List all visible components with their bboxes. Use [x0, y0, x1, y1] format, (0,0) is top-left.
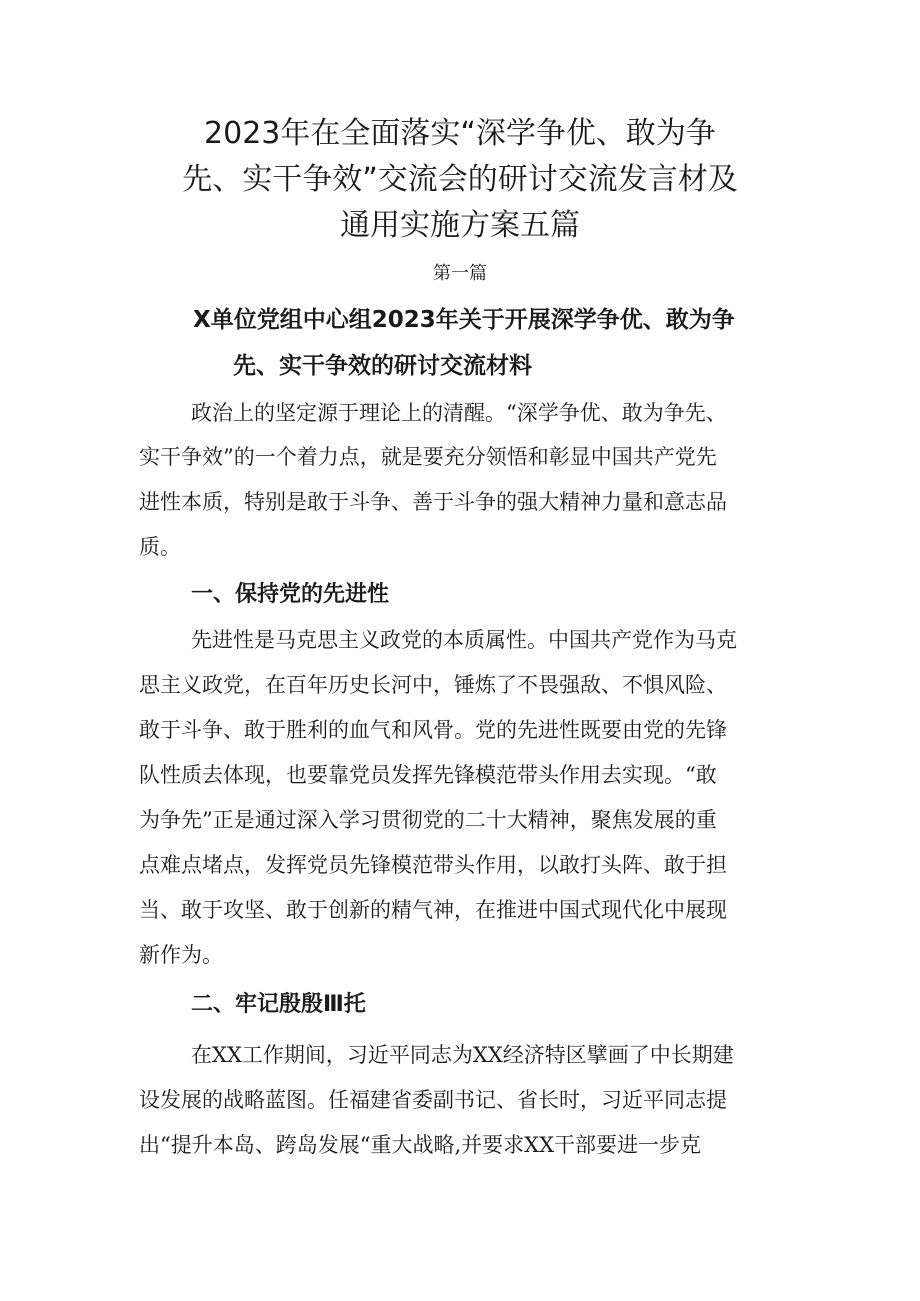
heading-1: 一、保持党的先进性 — [191, 582, 390, 607]
intro-line-2: 实干争效”的一个着力点，就是要充分领悟和彰显中国共产党先 — [139, 445, 717, 469]
intro-line-4: 质。 — [139, 535, 181, 559]
para2-line-3: 出“提升本岛、跨岛发展“重大战略,并要求XX干部要进一步克 — [139, 1133, 702, 1157]
intro-line-1: 政治上的坚定源于理论上的清醒。“深学争优、敢为争先、 — [191, 401, 727, 425]
document-title-line-1: 2023年在全面落实“深学争优、敢为争 — [204, 116, 716, 151]
section-title-line-2: 先、实干争效的研讨交流材料 — [233, 353, 532, 379]
document-title-line-3: 通用实施方案五篇 — [340, 208, 580, 243]
para1-line-2: 思主义政党，在百年历史长河中，锤炼了不畏强敌、不惧风险、 — [139, 673, 727, 697]
part-label: 第一篇 — [433, 263, 487, 284]
para2-line-1: 在XX工作期间，习近平同志为XX经济特区擘画了中长期建 — [191, 1043, 734, 1067]
para1-line-1: 先进性是马克思主义政党的本质属性。中国共产党作为马克 — [191, 628, 737, 652]
document-title-line-2: 先、实干争效”交流会的研讨交流发言材及 — [182, 162, 738, 197]
intro-line-3: 进性本质，特别是敢于斗争、善于斗争的强大精神力量和意志品 — [139, 490, 727, 514]
para1-line-3: 敢于斗争、敢于胜利的血气和风骨。党的先进性既要由党的先锋 — [139, 718, 727, 742]
section-title-line-1: X单位党组中心组2023年关于开展深学争优、敢为争 — [193, 307, 735, 333]
para1-line-5: 为争先”正是通过深入学习贯彻党的二十大精神，聚焦发展的重 — [139, 808, 717, 832]
heading-2: 二、牢记殷殷Ⅲ托 — [191, 992, 366, 1017]
para1-line-7: 当、敢于攻坚、敢于创新的精气神，在推进中国式现代化中展现 — [139, 898, 727, 922]
para1-line-6: 点难点堵点，发挥党员先锋模范带头作用，以敢打头阵、敢于担 — [139, 853, 727, 877]
para1-line-8: 新作为。 — [139, 943, 223, 967]
para1-line-4: 队性质去体现，也要靠党员发挥先锋模范带头作用去实现。“敢 — [139, 763, 717, 787]
para2-line-2: 设发展的战略蓝图。任福建省委副书记、省长时，习近平同志提 — [139, 1088, 727, 1112]
